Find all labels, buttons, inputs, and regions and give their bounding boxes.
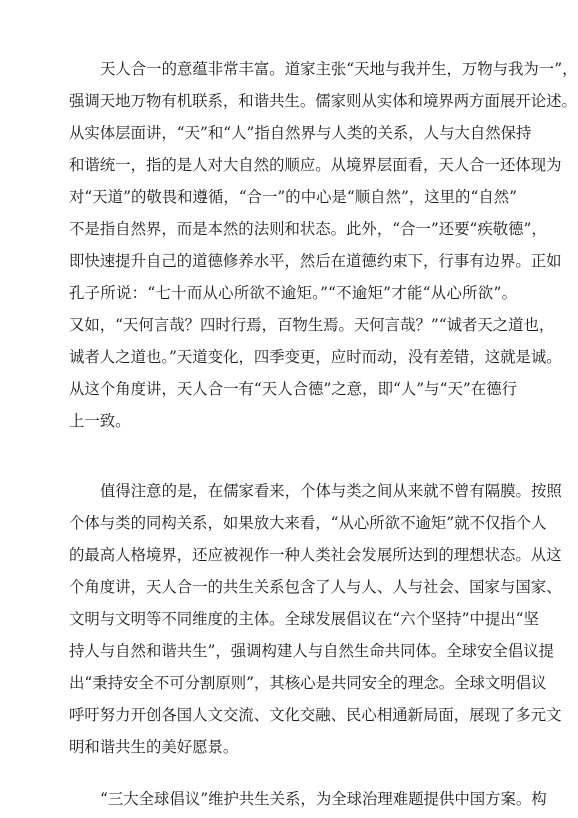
paragraph-1-line-8: 孔子所说：“七十而从心所欲不逾矩。”“不逾矩”才能“从心所欲”。 — [69, 284, 517, 302]
paragraph-2-line-8: 呼吁努力开创各国人文交流、文化交融、民心相通新局面，展现了多元文 — [69, 706, 562, 724]
paragraph-1-line-1: 天人合一的意蕴非常丰富。道家主张“天地与我并生，万物与我为一”， — [100, 60, 578, 78]
paragraph-2-line-2: 个体与类的同构关系，如果放大来看，“从心所欲不逾矩”就不仅指个人 — [69, 514, 547, 532]
paragraph-1-line-7: 即快速提升自己的道德修养水平，然后在道德约束下，行事有边界。正如 — [69, 252, 562, 270]
paragraph-2-line-4: 个角度讲，天人合一的共生关系包含了人与人、人与社会、国家与国家、 — [69, 578, 562, 596]
paragraph-1-line-6: 不是指自然界，而是本然的法则和状态。此外，“合一”还要“疾敬德”， — [69, 220, 547, 238]
paragraph-1-line-3: 从实体层面讲，“天”和“人”指自然界与人类的关系，人与大自然保持 — [69, 124, 532, 142]
paragraph-3-line-1: “三大全球倡议”维护共生关系，为全球治理难题提供中国方案。构 — [100, 790, 547, 808]
paragraph-1-line-5: 对“天道”的敬畏和遵循，“合一”的中心是“顺自然”，这里的“自然” — [69, 188, 517, 206]
paragraph-1-line-4: 和谐统一，指的是人对大自然的顺应。从境界层面看，天人合一还体现为 — [69, 156, 562, 174]
paragraph-2-line-9: 明和谐共生的美好愿景。 — [69, 738, 239, 756]
paragraph-2-line-3: 的最高人格境界，还应被视作一种人类社会发展所达到的理想状态。从这 — [69, 546, 562, 564]
paragraph-2-line-5: 文明与文明等不同维度的主体。全球发展倡议在“六个坚持”中提出“坚 — [69, 610, 539, 628]
paragraph-1-line-9: 又如，“天何言哉？四时行焉，百物生焉。天何言哉？”“诚者天之道也， — [69, 316, 555, 334]
paragraph-2-line-6: 持人与自然和谐共生”，强调构建人与自然生命共同体。全球安全倡议提 — [69, 642, 554, 660]
paragraph-2-line-7: 出“秉持安全不可分割原则”，其核心是共同安全的理念。全球文明倡议 — [69, 674, 547, 692]
paragraph-1-line-10: 诚者人之道也。”天道变化，四季变更，应时而动，没有差错，这就是诚。 — [69, 348, 562, 366]
paragraph-1-line-11: 从这个角度讲，天人合一有“天人合德”之意，即“人”与“天”在德行 — [69, 380, 517, 398]
paragraph-1-line-2: 强调天地万物有机联系，和谐共生。儒家则从实体和境界两方面展开论述。 — [69, 92, 577, 110]
paragraph-2-line-1: 值得注意的是，在儒家看来，个体与类之间从来就不曾有隔膜。按照 — [100, 482, 562, 500]
paragraph-1-line-12: 上一致。 — [69, 412, 131, 430]
